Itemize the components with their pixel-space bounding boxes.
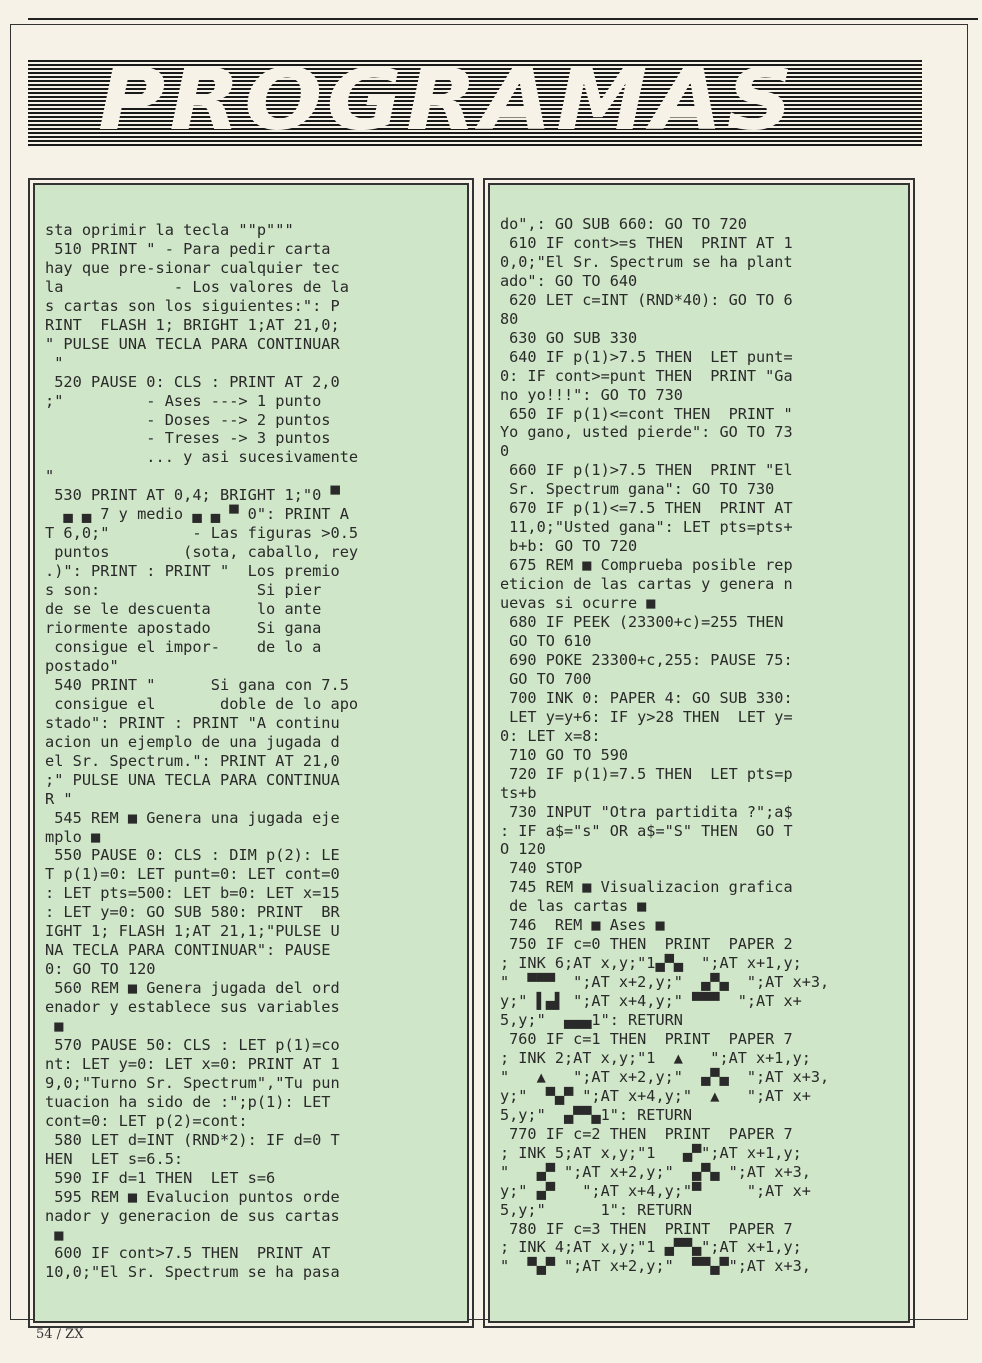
code-line: 640 IF p(1)>7.5 THEN LET punt= [500, 347, 793, 366]
code-line: 780 IF c=3 THEN PRINT PAPER 7 [500, 1219, 793, 1238]
code-line: " ▀▀▀ ";AT x+2,y;" ▄▀▄ ";AT x+3, [500, 973, 830, 992]
code-line: de se le descuenta lo ante [45, 600, 322, 619]
code-line: LET y=y+6: IF y>28 THEN LET y= [500, 707, 793, 726]
code-line: 600 IF cont>7.5 THEN PRINT AT [45, 1244, 331, 1263]
code-line: 0: IF cont>=punt THEN PRINT "Ga [500, 366, 793, 385]
code-line: 530 PRINT AT 0,4; BRIGHT 1;"0 ▀ [45, 486, 340, 505]
code-line: 570 PAUSE 50: CLS : LET p(1)=co [45, 1035, 340, 1054]
code-line: GO TO 610 [500, 631, 592, 650]
code-line: 5,y;" 1": RETURN [500, 1200, 693, 1219]
code-line: y;" ▀▄▀ ";AT x+4,y;" ▲ ";AT x+ [500, 1086, 811, 1105]
code-line: : IF a$="s" OR a$="S" THEN GO T [500, 821, 793, 840]
code-line: ■ [45, 1225, 64, 1244]
code-line: 5,y;" ▄▀▀▄1": RETURN [500, 1105, 693, 1124]
code-line: s cartas son los siguientes:": P [45, 296, 340, 315]
code-line: nador y generacion de sus cartas [45, 1206, 340, 1225]
code-line: ; INK 4;AT x,y;"1 ▄▀▀▄";AT x+1,y; [500, 1238, 802, 1257]
code-line: 0 [500, 442, 510, 461]
code-line: 5,y;" ▄▄▄1": RETURN [500, 1011, 683, 1030]
code-line: ■ [45, 1017, 64, 1036]
code-line: de las cartas ■ [500, 897, 647, 916]
code-line: 700 INK 0: PAPER 4: GO SUB 330: [500, 688, 793, 707]
code-line: Sr. Spectrum gana": GO TO 730 [500, 480, 775, 499]
code-line: el Sr. Spectrum.": PRINT AT 21,0 [45, 751, 340, 770]
code-line: 0,0;"El Sr. Spectrum se ha plant [500, 252, 793, 271]
code-line: 540 PRINT " Si gana con 7.5 [45, 675, 349, 694]
code-line: 590 IF d=1 THEN LET s=6 [45, 1168, 276, 1187]
code-line: 690 POKE 23300+c,255: PAUSE 75: [500, 650, 793, 669]
code-line: - Doses --> 2 puntos [45, 410, 331, 429]
code-line: 650 IF p(1)<=cont THEN PRINT " [500, 404, 793, 423]
code-line: 510 PRINT " - Para pedir carta [45, 239, 331, 258]
code-column-left [33, 183, 469, 1323]
code-line: Yo gano, usted pierde": GO TO 73 [500, 423, 793, 442]
code-line: T p(1)=0: LET punt=0: LET cont=0 [45, 865, 340, 884]
code-line: tuacion ha sido de :";p(1): LET [45, 1092, 331, 1111]
code-line: " ▲ ";AT x+2,y;" ▄▀▄ ";AT x+3, [500, 1067, 830, 1086]
section-title: PROGRAMAS [98, 60, 798, 148]
code-line: .)": PRINT : PRINT " Los premio [45, 562, 340, 581]
code-line: cont=0: LET p(2)=cont: [45, 1111, 248, 1130]
code-line: IGHT 1; FLASH 1;AT 21,1;"PULSE U [45, 922, 340, 941]
code-listing-left [45, 221, 461, 1282]
code-line: enador y establece sus variables [45, 998, 340, 1017]
code-line: - Treses -> 3 puntos [45, 429, 331, 448]
code-line: ;" - Ases ---> 1 punto [45, 391, 322, 410]
code-line: ts+b [500, 783, 537, 802]
code-line: 760 IF c=1 THEN PRINT PAPER 7 [500, 1029, 793, 1048]
code-line: " [45, 353, 64, 372]
code-line: acion un ejemplo de una jugada d [45, 732, 340, 751]
code-line: do",: GO SUB 660: GO TO 720 [500, 215, 747, 233]
code-line: NA TECLA PARA CONTINUAR": PAUSE [45, 941, 331, 960]
code-line: postado" [45, 656, 119, 675]
code-line: ... y asi sucesivamente [45, 448, 359, 467]
section-banner [28, 60, 922, 148]
code-line: uevas si ocurre ■ [500, 594, 656, 613]
code-line: RINT FLASH 1; BRIGHT 1;AT 21,0; [45, 315, 340, 334]
code-line: 550 PAUSE 0: CLS : DIM p(2): LE [45, 846, 340, 865]
code-line: ;" PULSE UNA TECLA PARA CONTINUA [45, 770, 340, 789]
code-line: riormente apostado Si gana [45, 619, 322, 638]
code-line: puntos (sota, caballo, rey [45, 543, 359, 562]
code-line: 560 REM ■ Genera jugada del ord [45, 979, 340, 998]
code-line: ; INK 2;AT x,y;"1 ▲ ";AT x+1,y; [500, 1048, 811, 1067]
code-line: hay que pre-sionar cualquier tec [45, 258, 340, 277]
code-line: 580 LET d=INT (RND*2): IF d=0 T [45, 1130, 340, 1149]
code-line: 595 REM ■ Evalucion puntos orde [45, 1187, 340, 1206]
code-line: ; INK 6;AT x,y;"1▄▀▄ ";AT x+1,y; [500, 954, 802, 973]
code-line: sta oprimir la tecla ""p""" [45, 221, 294, 239]
code-line: 730 INPUT "Otra partidita ?";a$ [500, 802, 793, 821]
code-line: " ▄▀ ";AT x+2,y;" ▄▀▄ ";AT x+3, [500, 1162, 811, 1181]
code-line: R " [45, 789, 73, 808]
code-line: 545 REM ■ Genera una jugada eje [45, 808, 340, 827]
code-line: stado": PRINT : PRINT "A continu [45, 713, 340, 732]
code-line: ▄ ▄ 7 y medio ▄ ▄ ▀ 0": PRINT A [45, 505, 349, 524]
code-line: y;" ▌▄▌ ";AT x+4,y;" ▀▀▀ ";AT x+ [500, 992, 802, 1011]
code-line: T 6,0;" - Las figuras >0.5 [45, 524, 359, 543]
code-line: 710 GO TO 590 [500, 745, 629, 764]
code-line: 670 IF p(1)<=7.5 THEN PRINT AT [500, 499, 793, 518]
code-line: ; INK 5;AT x,y;"1 ▄▀";AT x+1,y; [500, 1143, 802, 1162]
code-line: 620 LET c=INT (RND*40): GO TO 6 [500, 290, 793, 309]
code-line: 630 GO SUB 330 [500, 328, 638, 347]
code-line: consigue el impor- de lo a [45, 637, 322, 656]
code-line: y;" ▄▀ ";AT x+4,y;"▀ ";AT x+ [500, 1181, 811, 1200]
code-line: 660 IF p(1)>7.5 THEN PRINT "El [500, 461, 793, 480]
code-line: " [45, 467, 55, 486]
code-line: la - Los valores de la [45, 277, 349, 296]
code-column-right [488, 183, 910, 1323]
code-line: 9,0;"Turno Sr. Spectrum","Tu pun [45, 1073, 340, 1092]
code-line: 746 REM ■ Ases ■ [500, 916, 665, 935]
code-line: nt: LET y=0: LET x=0: PRINT AT 1 [45, 1054, 340, 1073]
code-line: 10,0;"El Sr. Spectrum se ha pasa [45, 1263, 340, 1282]
code-line: 675 REM ■ Comprueba posible rep [500, 556, 793, 575]
code-line: 750 IF c=0 THEN PRINT PAPER 2 [500, 935, 793, 954]
code-line: 80 [500, 309, 519, 328]
code-line: no yo!!!": GO TO 730 [500, 385, 683, 404]
code-line: ado": GO TO 640 [500, 271, 638, 290]
code-line: eticion de las cartas y genera n [500, 575, 793, 594]
code-line: 0: LET x=8: [500, 726, 601, 745]
code-line: 610 IF cont>=s THEN PRINT AT 1 [500, 233, 793, 252]
code-line: " PULSE UNA TECLA PARA CONTINUAR [45, 334, 340, 353]
code-line: 770 IF c=2 THEN PRINT PAPER 7 [500, 1124, 793, 1143]
code-line: b+b: GO TO 720 [500, 537, 638, 556]
code-line: mplo ■ [45, 827, 101, 846]
code-line: GO TO 700 [500, 669, 592, 688]
code-line: 520 PAUSE 0: CLS : PRINT AT 2,0 [45, 372, 340, 391]
code-line: 0: GO TO 120 [45, 960, 156, 979]
code-line: : LET pts=500: LET b=0: LET x=15 [45, 884, 340, 903]
code-line: 11,0;"Usted gana": LET pts=pts+ [500, 518, 793, 537]
code-line: " ▀▄▀ ";AT x+2,y;" ▀▀▄▀";AT x+3, [500, 1257, 811, 1276]
code-line: consigue el doble de lo apo [45, 694, 359, 713]
code-line: : LET y=0: GO SUB 580: PRINT BR [45, 903, 340, 922]
page-number: 54 / ZX [36, 1327, 84, 1342]
code-line: 720 IF p(1)=7.5 THEN LET pts=p [500, 764, 793, 783]
code-listing-right [500, 215, 902, 1276]
code-line: HEN LET s=6.5: [45, 1149, 184, 1168]
code-line: 740 STOP [500, 859, 583, 878]
code-line: 680 IF PEEK (23300+c)=255 THEN [500, 613, 784, 632]
code-line: s son: Si pier [45, 581, 322, 600]
code-line: O 120 [500, 840, 546, 859]
code-line: 745 REM ■ Visualizacion grafica [500, 878, 793, 897]
top-rule [28, 18, 978, 20]
